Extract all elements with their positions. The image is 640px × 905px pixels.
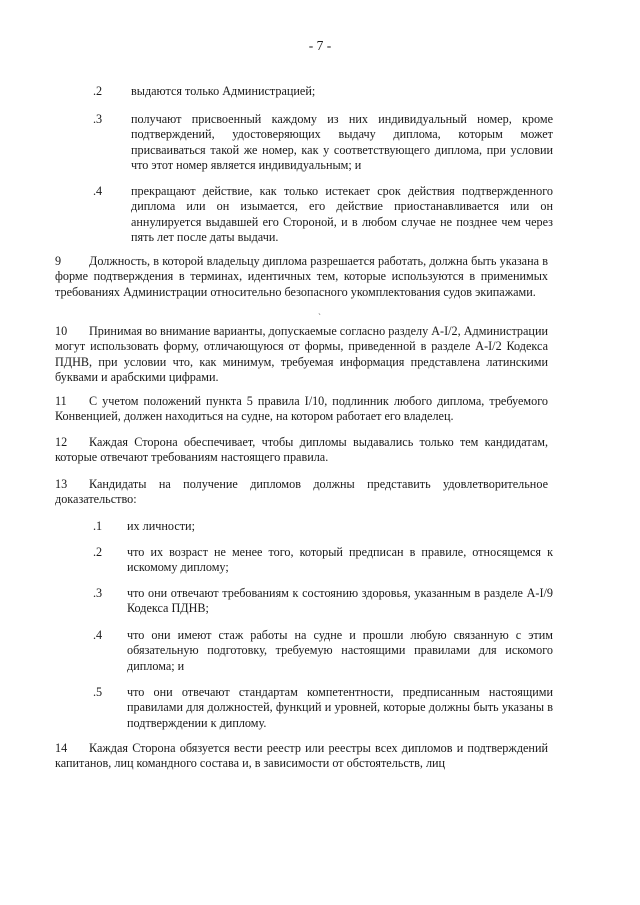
paragraph: [55, 477, 548, 508]
paragraph-number: 13: [55, 477, 68, 491]
paragraph: [55, 254, 548, 300]
paragraph-text: Должность, в которой владельцу диплома разрешается работать, должна быть указана в форме подтверждения в терминах, идентичных тем, которые используются в применимых требованиях Администрации относительно безопасного укомплектования судов экипажами.: [55, 254, 548, 299]
list-item-number: .1: [93, 519, 103, 533]
paragraph: [55, 324, 548, 386]
list-item-number: .4: [93, 628, 103, 642]
list-item: [93, 586, 553, 617]
stray-mark: `: [318, 312, 321, 322]
list-item-number: .3: [93, 586, 103, 600]
list-item: [93, 628, 553, 674]
list-item-text: получают присвоенный каждому из них индивидуальный номер, кроме подтверждений, удостоверяющих выдачу диплома, которым может присваиваться такой же номер, как у соответствующего диплома, при условии что этот номер является индивидуальным; и: [131, 112, 553, 173]
list-item-text: выдаются только Администрацией;: [131, 84, 316, 98]
list-item: [93, 184, 553, 246]
paragraph-number: 12: [55, 435, 68, 449]
paragraph-text: С учетом положений пункта 5 правила I/10, подлинник любого диплома, требуемого Конвенцией, должен находиться на судне, на котором работает его владелец.: [55, 394, 548, 424]
paragraph-number: 14: [55, 741, 68, 755]
list-item: [93, 519, 553, 534]
paragraph: [55, 741, 548, 772]
list-item-number: .5: [93, 685, 103, 699]
paragraph-number: 9: [55, 254, 62, 268]
list-item-number: .4: [93, 184, 103, 198]
paragraph-text: Каждая Сторона обязуется вести реестр или реестры всех дипломов и подтверждений капитанов, лиц командного состава и, в зависимости от обстоятельств, лиц: [55, 741, 548, 771]
list-item: [93, 84, 553, 99]
list-item-number: .3: [93, 112, 103, 126]
page-number: - 7 -: [308, 38, 332, 53]
list-item: [93, 545, 553, 576]
paragraph: [55, 435, 548, 466]
paragraph-number: 10: [55, 324, 68, 338]
list-item-number: .2: [93, 545, 103, 559]
list-item-text: что они имеют стаж работы на судне и прошли любую связанную с этим обязательную подготовку, требуемую настоящими правилами для искомого диплома; и: [127, 628, 553, 673]
list-item-text: что их возраст не менее того, который предписан в правиле, относящемся к искомому диплому;: [127, 545, 553, 575]
list-item-text: их личности;: [127, 519, 195, 533]
list-item-text: что они отвечают стандартам компетентности, предписанным настоящими правилами для должностей, функций и уровней, которые должны быть указаны в подтверждении к диплому.: [127, 685, 553, 730]
paragraph-text: Принимая во внимание варианты, допускаемые согласно разделу A-I/2, Администрации могут использовать форму, отличающуюся от формы, приведенной в разделе A-I/2 Кодекса ПДНВ, при условии что, как минимум, требуемая информация представлена латинскими буквами и арабскими цифрами.: [55, 324, 548, 385]
paragraph-number: 11: [55, 394, 67, 408]
list-item: [93, 112, 553, 174]
list-item-number: .2: [93, 84, 103, 98]
list-item-text: что они отвечают требованиям к состоянию здоровья, указанным в разделе A-I/9 Кодекса ПДНВ;: [127, 586, 553, 616]
list-item: [93, 685, 553, 731]
paragraph-text: Каждая Сторона обеспечивает, чтобы дипломы выдавались только тем кандидатам, которые отвечают требованиям настоящего правила.: [55, 435, 548, 465]
paragraph: [55, 394, 548, 425]
list-item-text: прекращают действие, как только истекает срок действия подтвержденного диплома или он изымается, его действие приостанавливается или он аннулируется выдавшей его Стороной, и в любом случае не позднее чем через пять лет после даты выдачи.: [131, 184, 553, 245]
paragraph-text: Кандидаты на получение дипломов должны представить удовлетворительное доказательство:: [55, 477, 548, 507]
